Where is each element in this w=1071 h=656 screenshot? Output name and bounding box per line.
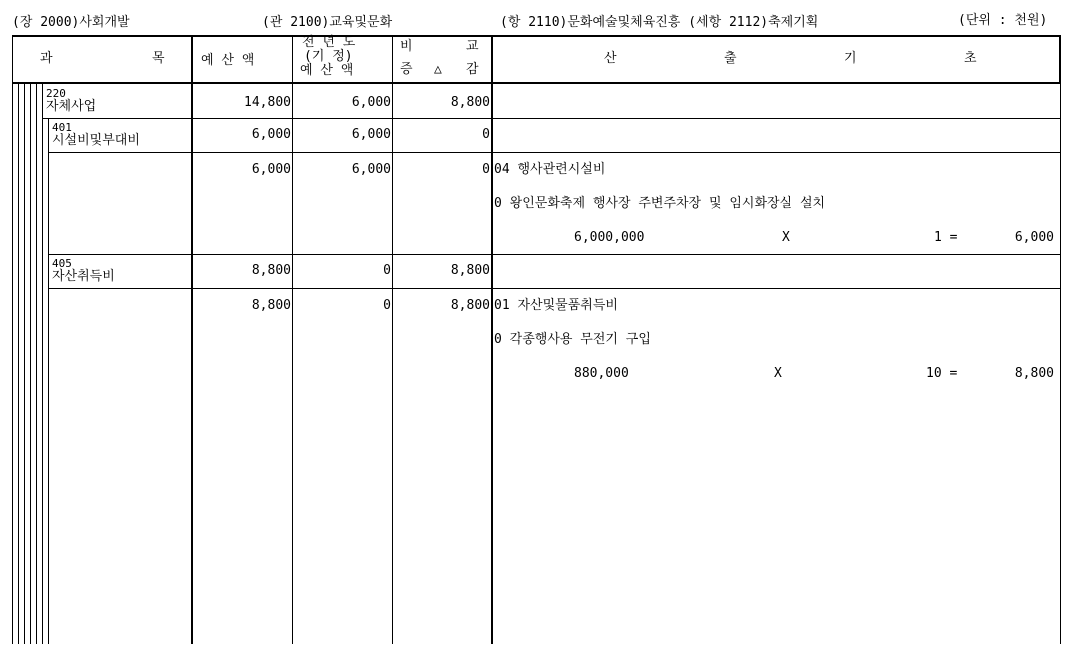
col-basis-1: 산: [604, 51, 617, 66]
row-budget: 6,000: [251, 127, 291, 142]
row-diff: 8,800: [450, 298, 490, 313]
hang-label: (항 2110)문화예술및체육진흥 (세항 2112)축제기획: [500, 15, 819, 30]
col-basis-2: 출: [724, 51, 737, 66]
calc-qty: 10 =: [926, 366, 958, 381]
col-diff-2: △: [434, 62, 442, 77]
col-subject-1: 과: [40, 51, 53, 66]
calc-amount: 880,000: [574, 366, 629, 381]
col-basis-3: 기: [844, 51, 857, 66]
col-basis-4: 초: [964, 51, 977, 66]
col-prev-line2: (기 정): [304, 49, 353, 64]
row-budget: 8,800: [251, 263, 291, 278]
row-budget: 8,800: [251, 298, 291, 313]
row-diff: 0: [482, 162, 490, 177]
row-prev: 0: [383, 298, 391, 313]
calc-op: X: [782, 230, 790, 245]
col-budget: 예 산 액: [201, 53, 255, 68]
basis-item: 0 각종행사용 무전기 구입: [494, 332, 651, 347]
gwan-label: (관 2100)교육및문화: [262, 15, 393, 30]
col-subject-2: 목: [152, 51, 165, 66]
row-prev: 6,000: [351, 162, 391, 177]
unit-label: (단위 : 천원): [958, 13, 1048, 28]
basis-title: 04 행사관련시설비: [494, 162, 606, 177]
row-code: 405: [52, 257, 72, 270]
row-prev: 6,000: [351, 127, 391, 142]
calc-amount: 6,000,000: [574, 230, 645, 245]
col-compare-1: 비: [400, 39, 413, 54]
row-prev: 0: [383, 263, 391, 278]
calc-total: 8,800: [1014, 366, 1054, 381]
basis-item: 0 왕인문화축제 행사장 주변주차장 및 임시화장실 설치: [494, 196, 826, 211]
row-budget: 14,800: [244, 95, 291, 110]
calc-op: X: [774, 366, 782, 381]
row-budget: 6,000: [251, 162, 291, 177]
row-code: 401: [52, 121, 72, 134]
row-diff: 8,800: [450, 95, 490, 110]
calc-qty: 1 =: [934, 230, 958, 245]
row-name: 자산취득비: [52, 269, 115, 284]
col-diff-1: 증: [400, 62, 413, 77]
row-name: 시설비및부대비: [52, 133, 140, 148]
row-name: 자체사업: [46, 99, 97, 114]
col-compare-2: 교: [466, 39, 479, 54]
col-diff-3: 감: [466, 62, 479, 77]
col-prev-line1: 전 년 도: [302, 35, 356, 50]
calc-total: 6,000: [1014, 230, 1054, 245]
basis-title: 01 자산및물품취득비: [494, 298, 618, 313]
row-diff: 8,800: [450, 263, 490, 278]
col-prev-line3: 예 산 액: [300, 63, 354, 78]
row-prev: 6,000: [351, 95, 391, 110]
row-diff: 0: [482, 127, 490, 142]
jang-label: (장 2000)사회개발: [12, 15, 130, 30]
row-code: 220: [46, 87, 66, 100]
